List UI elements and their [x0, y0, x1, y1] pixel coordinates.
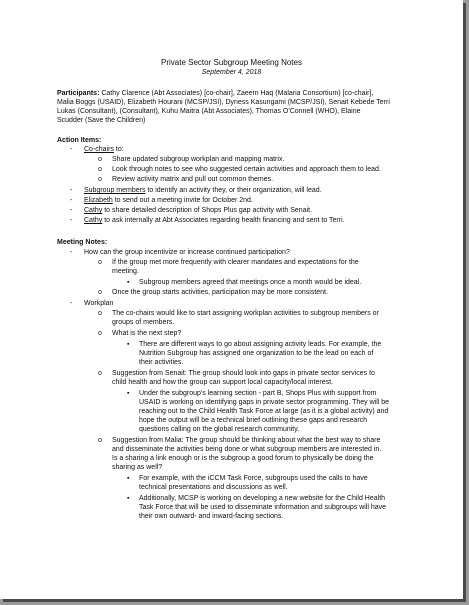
note-line: Once the group starts activities, participation may be more consistent.: [112, 289, 328, 296]
note-line: If the group met more frequently with clearer mandates and expectations for the: [112, 259, 359, 266]
bullet-circle: o: [98, 370, 102, 377]
note-line: Additionally, MCSP is working on developing a new website for the Child Health: [139, 495, 386, 502]
note-line: Under the subgroup's learning section - part B, Shops Plus with support from: [139, 390, 377, 397]
note-line: Is a sharing a link enough or is the subgroup a good forum to physically be doing the: [112, 455, 374, 462]
note-line: How can the group incentivize or increase continued participation?: [84, 249, 290, 256]
action-item: Co-chairs to:: [84, 146, 124, 153]
action-item: Elizabeth to send out a meeting invite for October 2nd.: [84, 197, 253, 204]
note-line: groups of members.: [112, 319, 175, 326]
note-line: For example, with the iCCM Task Force, subgroups used the calls to have: [139, 475, 368, 482]
note-line: their own outward- and inward-facing sections.: [139, 513, 284, 520]
action-item: Cathy to ask internally at Abt Associates regarding health financing and sent to Terri.: [84, 217, 345, 224]
bullet-circle: o: [98, 259, 102, 266]
note-line: Suggestion from Malia: The group should be thinking about what the best way to share: [112, 437, 381, 444]
bullet-square: ▪: [127, 341, 130, 348]
document-date: September 4, 2018: [201, 69, 262, 76]
bullet-circle: o: [98, 330, 102, 337]
action-item: Cathy to share detailed description of Shops Plus gap activity with Senait.: [84, 207, 313, 214]
action-items-heading: Action Items:: [57, 137, 102, 144]
bullet-square: ▪: [127, 279, 130, 286]
note-line: child health and how the group can support local capacity/local interest.: [112, 379, 334, 386]
note-line: USAID is working on identifying gaps in private sector programming. They will be: [139, 399, 390, 406]
meeting-notes-heading: Meeting Notes:: [57, 239, 108, 246]
bullet-circle: o: [98, 156, 102, 163]
note-line: Workplan: [84, 300, 114, 307]
note-line: What is the next step?: [112, 330, 182, 337]
participants-line-2: Malia Boggs (USAID), Elizabeth Hourani (MCSP/JSI), Dyness Kasungami (MCSP/JSI), Senait Kebede Terri: [57, 99, 390, 106]
bullet-dash: -: [70, 217, 73, 224]
participants-line-3: Lukas (Consultant), (Consultant), Kuhu Maitra (Abt Associates), Thomas O'Connell (WHO), Elaine: [57, 108, 361, 115]
bullet-dash: -: [70, 146, 73, 153]
note-line: and disseminate the activities being done or what subgroup members are interested in.: [112, 446, 382, 453]
note-line: technical presentations and discussions as well.: [139, 484, 288, 491]
note-line: reaching out to the Child Health Task Force at large (as it is a global activity) and: [139, 408, 389, 415]
bullet-dash: -: [70, 197, 73, 204]
bullet-circle: o: [98, 176, 102, 183]
note-line: Suggestion from Senait: The group should look into gaps in private sector services to: [112, 370, 375, 377]
bullet-dash: -: [70, 207, 73, 214]
bullet-dash: -: [70, 300, 73, 307]
bullet-dash: -: [70, 249, 73, 256]
action-item: Subgroup members to identify an activity they, or their organization, will lead.: [84, 187, 322, 194]
note-line: questions calling on the global research community.: [139, 426, 300, 433]
bullet-square: ▪: [127, 495, 130, 502]
note-line: sharing as well?: [112, 464, 163, 471]
participants-line-4: Scudder (Save the Children): [57, 117, 146, 124]
action-item: Review activity matrix and pull out common themes.: [112, 176, 274, 183]
note-line: There are different ways to go about assigning activity leads. For example, the: [139, 341, 382, 348]
bullet-dash: -: [70, 187, 73, 194]
note-line: hope the output will be a technical brief outlining these gaps and research: [139, 417, 368, 424]
bullet-square: ▪: [127, 475, 130, 482]
participants-line-1: Participants: Cathy Clarence (Abt Associates) [co-chair], Zaeem Haq (Malaria Consortium) [co-chair],: [57, 90, 374, 97]
document-title: Private Sector Subgroup Meeting Notes: [161, 58, 302, 67]
bullet-square: ▪: [127, 390, 130, 397]
participants-label: Participants:: [57, 90, 100, 97]
note-line: their activities.: [139, 359, 184, 366]
note-line: Subgroup members agreed that meetings once a month would be ideal.: [139, 279, 362, 286]
action-item: Look through notes to see who suggested certain activities and approach them to lead.: [112, 166, 381, 173]
bullet-circle: o: [98, 289, 102, 296]
note-line: meeting.: [112, 268, 139, 275]
note-line: Nutrition Subgroup has assigned one organization to be the lead on each of: [139, 350, 374, 357]
note-line: The co-chairs would like to start assigning workplan activities to subgroup members or: [112, 310, 379, 317]
action-item: Share updated subgroup workplan and mapping matrix.: [112, 156, 285, 163]
bullet-circle: o: [98, 310, 102, 317]
bullet-circle: o: [98, 166, 102, 173]
note-line: Task Force that will be used to disseminate information and subgroups will have: [139, 504, 387, 511]
bullet-circle: o: [98, 437, 102, 444]
